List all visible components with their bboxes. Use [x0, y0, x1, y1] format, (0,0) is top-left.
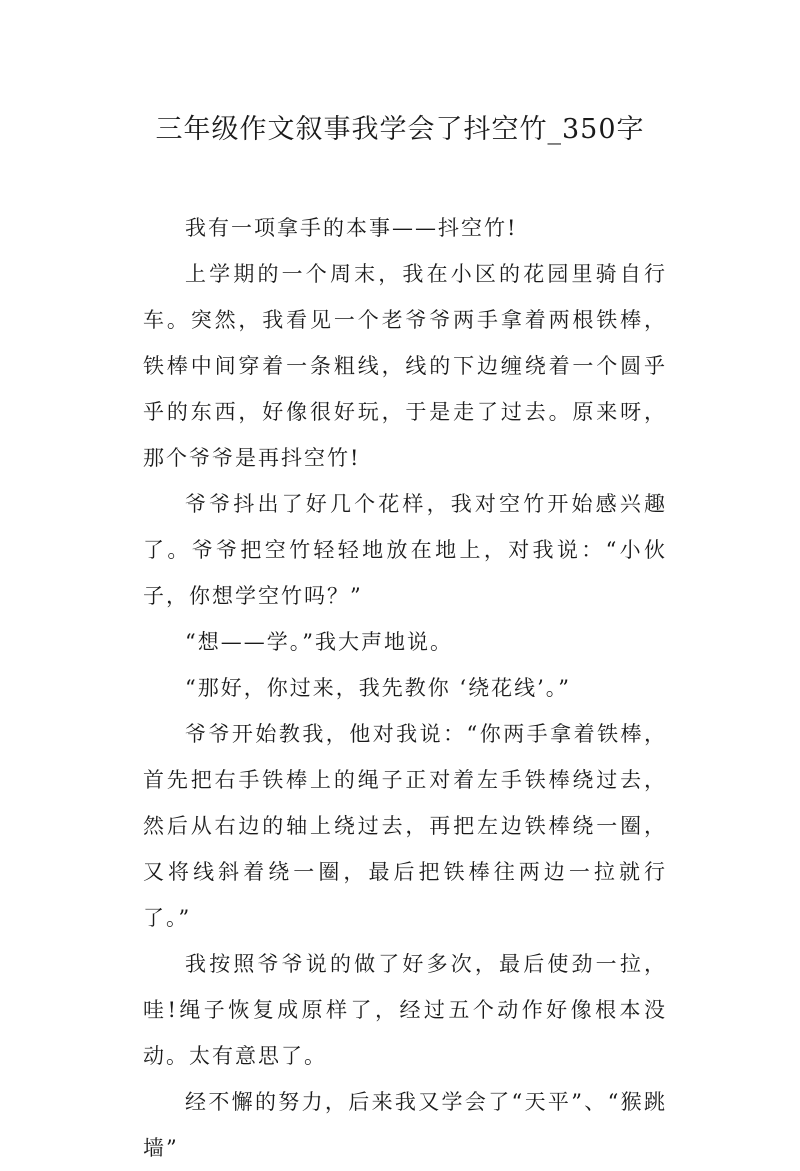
paragraph-6: 爷爷开始教我，他对我说：“你两手拿着铁棒，首先把右手铁棒上的绳子正对着左手铁棒绕过去，然后从右边的轴上绕过去，再把左边铁棒绕一圈，又将线斜着绕一圈，最后把铁棒往两边一拉就行了。”	[143, 722, 667, 930]
paragraph-4: “想——学。”我大声地说。	[185, 630, 453, 654]
paragraph-7: 我按照爷爷说的做了好多次，最后使劲一拉，哇!绳子恢复成原样了，经过五个动作好像根本没动。太有意思了。	[143, 952, 667, 1068]
paragraph-3: 爷爷抖出了好几个花样，我对空竹开始感兴趣了。爷爷把空竹轻轻地放在地上，对我说：“小伙子，你想学空竹吗？”	[143, 492, 667, 608]
paragraph-8: 经不懈的努力，后来我又学会了“天平”、“猴跳墙”	[143, 1090, 667, 1160]
paragraph-1: 我有一项拿手的本事——抖空竹!	[185, 216, 518, 240]
page-title: 三年级作文叙事我学会了抖空竹_350字	[155, 114, 645, 145]
paragraph-5: “那好，你过来，我先教你 ‘绕花线’。”	[185, 676, 571, 700]
article-body	[143, 205, 667, 1171]
paragraph-2: 上学期的一个周末，我在小区的花园里骑自行车。突然，我看见一个老爷爷两手拿着两根铁棒，铁棒中间穿着一条粗线，线的下边缠绕着一个圆乎乎的东西，好像很好玩，于是走了过去。原来呀，那个爷爷是再抖空竹!	[143, 262, 667, 470]
